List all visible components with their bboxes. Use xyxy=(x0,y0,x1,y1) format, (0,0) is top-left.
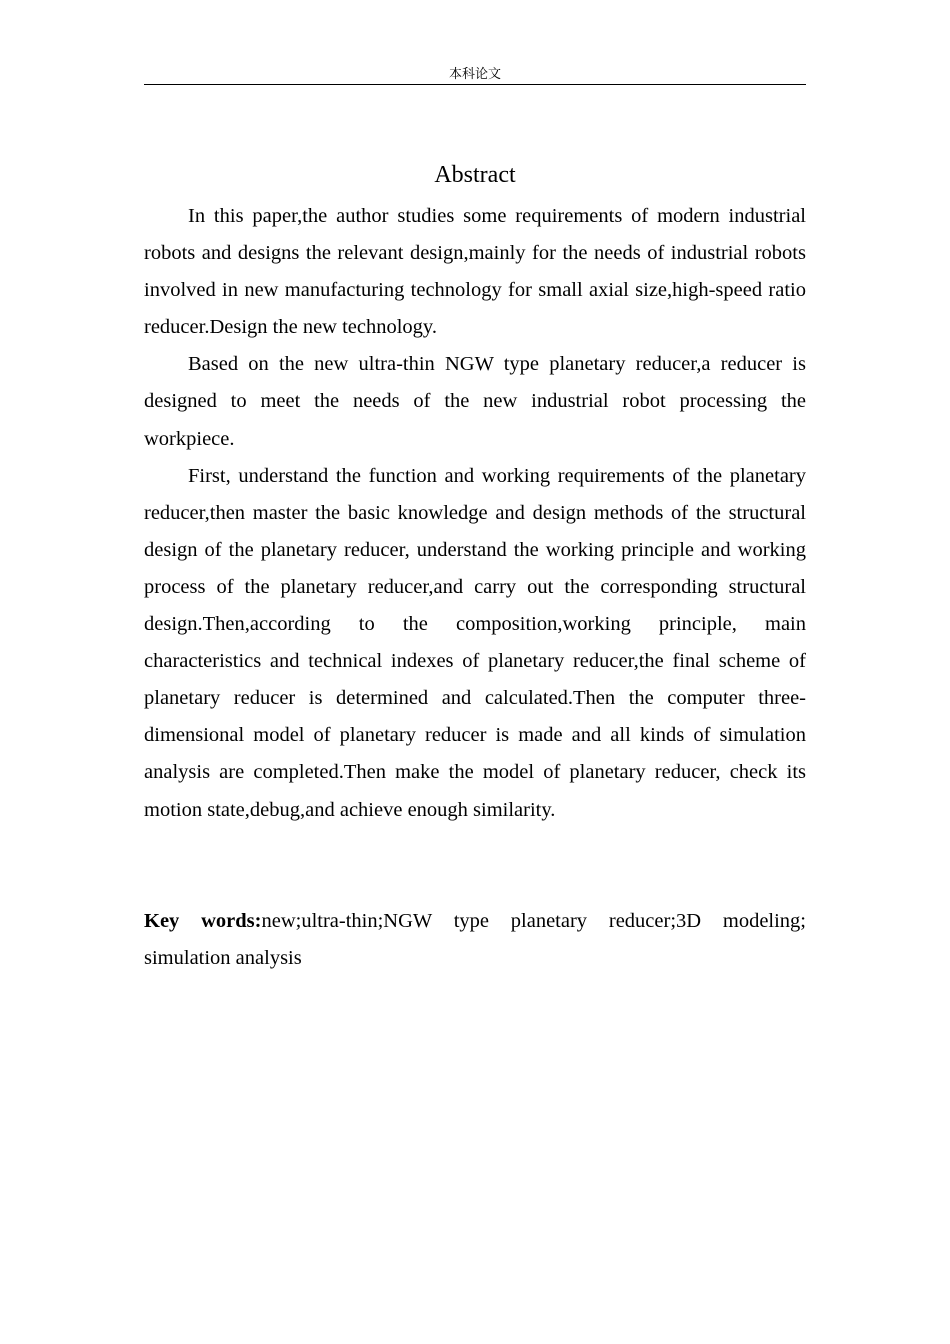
abstract-title: Abstract xyxy=(434,162,516,188)
abstract-paragraph-2: Based on the new ultra-thin NGW type planetary reducer,a reducer is designed to meet the needs of the new industrial robot processing the workpiece. xyxy=(144,353,806,450)
header-text: 本科论文 xyxy=(448,66,501,81)
abstract-paragraph-1: In this paper,the author studies some requirements of modern industrial robots and designs the relevant design,mainly for the needs of industrial robots involved in new manufacturing technology for small axial size,high-speed ratio reducer.Design the new technology. xyxy=(144,205,806,339)
keywords-label: Key words: xyxy=(144,910,262,932)
abstract-body xyxy=(144,198,806,829)
page-header xyxy=(144,66,806,85)
keywords-value: new;ultra-thin;NGW type planetary reducer;3D modeling; simulation analysis xyxy=(144,910,806,970)
keywords xyxy=(144,903,806,977)
abstract-paragraph-3: First, understand the function and working requirements of the planetary reducer,then master the basic knowledge and design methods of the structural design of the planetary reducer, understand the working principle and working process of the planetary reducer,and carry out the corresponding structural design.Then,according to the composition,working principle, main characteristics and technical indexes of planetary reducer,the final scheme of planetary reducer is determined and calculated.Then the computer three-dimensional model of planetary reducer is made and all kinds of simulation analysis are completed.Then make the model of planetary reducer, check its motion state,debug,and achieve enough similarity. xyxy=(144,464,806,821)
